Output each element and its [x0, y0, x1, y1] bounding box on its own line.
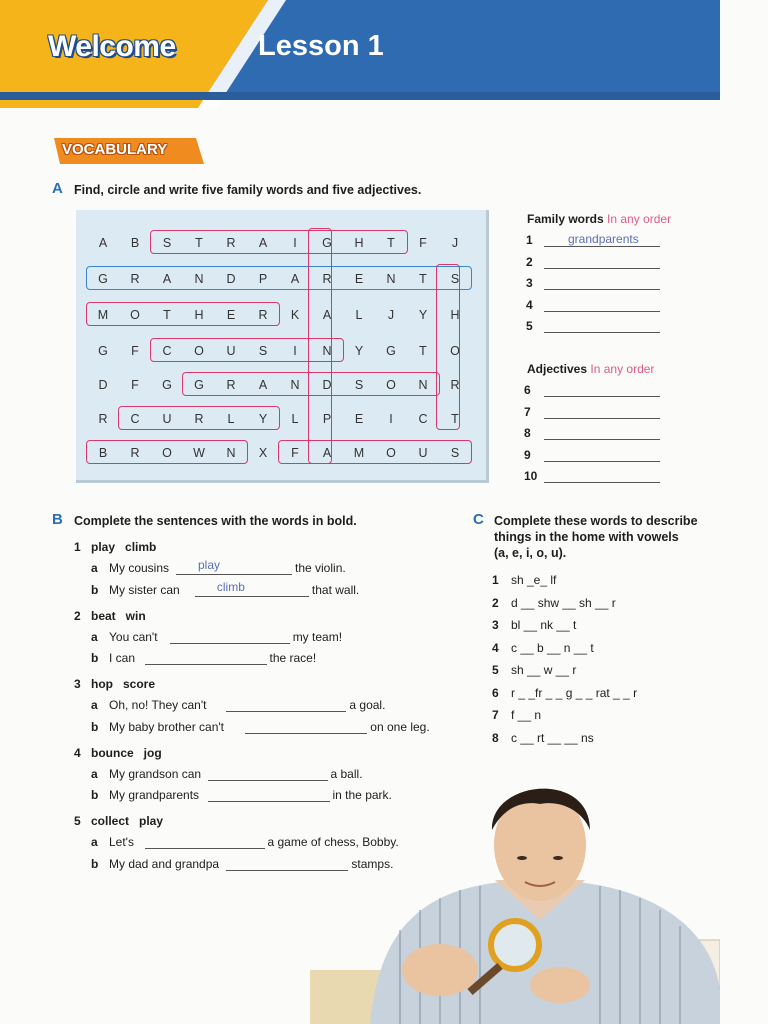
grid-letter: H — [450, 308, 460, 322]
exercise-c-instruction-1: Complete these words to describe — [494, 514, 698, 528]
exercise-b-answer-line[interactable] — [145, 664, 267, 665]
exercise-b-item-letter: b — [91, 582, 99, 597]
grid-letter: P — [322, 412, 332, 426]
grid-letter: R — [322, 272, 332, 286]
exercise-b-answer: climb — [216, 579, 245, 594]
exercise-b-answer-line[interactable] — [176, 574, 292, 575]
grid-letter: U — [226, 344, 236, 358]
exercise-b-sentence-start: My sister can — [109, 582, 180, 597]
grid-letter: R — [130, 272, 140, 286]
grid-letter: S — [450, 272, 460, 286]
grid-letter: A — [258, 236, 268, 250]
grid-letter: O — [130, 308, 140, 322]
exercise-b-sentence-start: Oh, no! They can't — [109, 698, 207, 712]
exercise-b-sentence-end: the violin. — [295, 561, 346, 575]
exercise-b-sentence-start: My baby brother can't — [109, 719, 225, 734]
exercise-b-sentence-start: I can — [109, 651, 136, 665]
welcome-title: Welcome — [48, 30, 176, 63]
exercise-b-sentence-end: a ball. — [330, 766, 363, 781]
family-number: 1 — [526, 233, 533, 247]
exercise-c-number: 7 — [492, 708, 499, 722]
exercise-b-answer-line[interactable] — [245, 733, 367, 734]
grid-letter: I — [293, 344, 297, 358]
grid-letter: A — [322, 446, 332, 460]
grid-letter: C — [162, 344, 172, 358]
family-words-title — [527, 212, 671, 226]
grid-letter: C — [418, 412, 428, 426]
word-circle — [86, 266, 472, 290]
grid-letter: W — [193, 446, 205, 460]
exercise-c-number: 3 — [492, 618, 499, 632]
exercise-b-sentence-end: in the park. — [332, 788, 392, 802]
family-answer-line[interactable] — [544, 268, 660, 269]
exercise-b-item-letter: b — [91, 719, 99, 734]
exercise-b-sentence-end: the race! — [269, 651, 317, 665]
exercise-b-item-letter: b — [91, 651, 99, 665]
grid-letter: A — [322, 308, 332, 322]
grid-letter: F — [131, 378, 139, 392]
man-with-magnifier-illustration — [310, 770, 720, 1024]
grid-letter: K — [290, 308, 300, 322]
grid-letter: N — [226, 446, 236, 460]
grid-letter: T — [419, 272, 427, 286]
exercise-c-letter: C — [473, 511, 484, 528]
exercise-b-group-number: 2 — [74, 608, 81, 623]
word-circle — [308, 228, 332, 464]
lesson-title: Lesson 1 — [258, 30, 384, 62]
grid-letter: A — [98, 236, 108, 250]
grid-letter: B — [130, 236, 140, 250]
exercise-c-instruction-3: (a, e, i, o, u). — [494, 546, 567, 560]
exercise-c-word[interactable]: bl __ nk __ t — [511, 618, 577, 632]
grid-letter: R — [226, 236, 236, 250]
family-words-note: In any order — [607, 212, 672, 226]
exercise-b-answer-line[interactable] — [170, 643, 290, 644]
grid-letter: T — [195, 236, 203, 250]
grid-letter: H — [194, 308, 204, 322]
exercise-b-item-letter: a — [91, 766, 98, 781]
grid-letter: F — [419, 236, 427, 250]
grid-letter: A — [258, 378, 268, 392]
exercise-b-item-letter: b — [91, 788, 99, 802]
exercise-b-group-words: beat win — [91, 608, 146, 623]
grid-letter: G — [98, 344, 108, 358]
family-answer-line[interactable] — [544, 246, 660, 247]
grid-letter: G — [162, 378, 172, 392]
grid-letter: L — [355, 308, 363, 322]
adjective-number: 8 — [524, 426, 531, 440]
exercise-c-word[interactable]: c __ b __ n __ t — [511, 640, 594, 655]
grid-letter: J — [451, 236, 459, 250]
adjective-answer-line[interactable] — [544, 439, 660, 440]
exercise-c-number: 8 — [492, 730, 499, 745]
exercise-b-item-letter: b — [91, 856, 99, 871]
exercise-b-sentence-start: My grandparents — [109, 788, 200, 802]
exercise-b-answer: play — [198, 558, 221, 572]
grid-letter: E — [354, 412, 364, 426]
grid-letter: A — [162, 272, 172, 286]
family-number: 2 — [526, 254, 533, 269]
grid-letter: I — [389, 412, 393, 426]
exercise-b-sentence-end: that wall. — [311, 582, 360, 597]
family-words-label: Family words — [527, 212, 604, 226]
grid-letter: G — [322, 236, 332, 250]
family-number: 4 — [526, 297, 533, 312]
grid-letter: U — [418, 446, 428, 460]
word-circle — [436, 264, 460, 430]
adjectives-label: Adjectives — [527, 362, 588, 376]
word-circle — [150, 230, 408, 254]
grid-letter: T — [387, 236, 395, 250]
exercise-b-item-letter: a — [91, 561, 98, 575]
grid-letter: E — [354, 272, 364, 286]
grid-letter: T — [163, 308, 171, 322]
grid-letter: J — [387, 308, 395, 322]
grid-letter: G — [194, 378, 204, 392]
adjective-number: 6 — [524, 383, 531, 397]
vocabulary-badge — [54, 136, 204, 166]
exercise-c-word[interactable]: f __ n — [511, 708, 542, 722]
exercise-b-group-words: collect play — [91, 814, 164, 828]
family-answer-line[interactable] — [544, 289, 660, 290]
exercise-c-number: 4 — [492, 640, 499, 655]
adjective-answer-line[interactable] — [544, 396, 660, 397]
grid-letter: N — [290, 378, 300, 392]
grid-letter: R — [450, 378, 460, 392]
exercise-c-number: 6 — [492, 685, 499, 700]
adjective-answer-line[interactable] — [544, 418, 660, 419]
grid-letter: H — [354, 236, 364, 250]
grid-letter: R — [130, 446, 140, 460]
exercise-b-sentence-start: My cousins — [109, 561, 170, 575]
grid-letter: M — [97, 308, 109, 322]
exercise-b-instruction: Complete the sentences with the words in bold. — [74, 514, 357, 528]
exercise-b-sentence-start: Let's — [109, 835, 134, 849]
grid-letter: U — [162, 412, 172, 426]
exercise-c-word[interactable]: c __ rt __ __ ns — [511, 730, 594, 745]
word-circle — [118, 406, 280, 430]
grid-letter: O — [162, 446, 172, 460]
grid-letter: B — [98, 446, 108, 460]
exercise-c-number: 5 — [492, 663, 499, 677]
grid-letter: R — [194, 412, 204, 426]
wordsearch-grid — [76, 210, 489, 483]
grid-letter: L — [291, 412, 299, 426]
grid-letter: O — [194, 344, 204, 358]
exercise-a-letter: A — [52, 180, 63, 197]
exercise-b-group-words: play climb — [91, 540, 157, 554]
vocabulary-label: VOCABULARY — [62, 141, 168, 158]
family-answer: grandparents — [568, 232, 639, 246]
word-circle — [86, 440, 248, 464]
grid-letter: R — [98, 412, 108, 426]
adjective-number: 7 — [524, 404, 531, 419]
grid-letter: O — [386, 378, 396, 392]
grid-letter: L — [227, 412, 235, 426]
adjective-number: 9 — [524, 447, 531, 462]
grid-letter: S — [162, 236, 172, 250]
exercise-c-word[interactable]: sh _e_ lf — [511, 573, 557, 587]
grid-letter: A — [290, 272, 300, 286]
grid-letter: P — [258, 272, 268, 286]
grid-letter: Y — [258, 412, 268, 426]
grid-letter: N — [418, 378, 428, 392]
grid-letter: N — [386, 272, 396, 286]
exercise-b-letter: B — [52, 511, 63, 528]
exercise-b-answer-line[interactable] — [195, 596, 309, 597]
exercise-c-word[interactable]: sh __ w __ r — [511, 663, 577, 677]
grid-letter: S — [354, 378, 364, 392]
exercise-b-answer-line[interactable] — [145, 848, 265, 849]
adjectives-note: In any order — [590, 362, 655, 376]
grid-letter: S — [450, 446, 460, 460]
exercise-b-sentence-start: My dad and grandpa — [109, 856, 220, 871]
grid-letter: D — [98, 378, 108, 392]
grid-letter: R — [258, 308, 268, 322]
grid-letter: F — [131, 344, 139, 358]
grid-letter: O — [386, 446, 396, 460]
grid-letter: N — [322, 344, 332, 358]
exercise-b-group-words: hop score — [91, 677, 156, 691]
family-number: 5 — [526, 319, 533, 333]
grid-letter: I — [293, 236, 297, 250]
family-number: 3 — [526, 276, 533, 290]
grid-letter: Y — [418, 308, 428, 322]
grid-letter: G — [98, 272, 108, 286]
exercise-c-number: 2 — [492, 595, 499, 610]
adjective-answer-line[interactable] — [544, 482, 660, 483]
adjective-number: 10 — [524, 469, 538, 483]
grid-letter: X — [258, 446, 268, 460]
exercise-b-item-letter: a — [91, 835, 98, 849]
exercise-b-group-number: 5 — [74, 814, 81, 828]
grid-letter: N — [194, 272, 204, 286]
grid-letter: S — [258, 344, 268, 358]
exercise-b-item-letter: a — [91, 698, 98, 712]
exercise-b-item-letter: a — [91, 629, 98, 644]
exercise-c-word[interactable]: d __ shw __ sh __ r — [511, 595, 616, 610]
exercise-b-sentence-end: a game of chess, Bobby. — [267, 835, 399, 849]
adjective-answer-line[interactable] — [544, 461, 660, 462]
word-circle — [86, 302, 280, 326]
grid-letter: T — [419, 344, 427, 358]
grid-letter: T — [451, 412, 459, 426]
grid-letter: E — [226, 308, 236, 322]
exercise-c-number: 1 — [492, 573, 499, 587]
grid-letter: M — [353, 446, 365, 460]
exercise-b-sentence-end: on one leg. — [370, 719, 430, 734]
exercise-b-sentence-start: My grandson can — [109, 766, 202, 781]
exercise-b-group-words: bounce jog — [91, 745, 162, 760]
grid-letter: R — [226, 378, 236, 392]
exercise-b-group-number: 1 — [74, 540, 81, 554]
grid-letter: C — [130, 412, 140, 426]
exercise-c-word[interactable]: r _ _fr _ _ g _ _ rat _ _ r — [511, 685, 638, 700]
exercise-b-sentence-end: stamps. — [351, 856, 394, 871]
exercise-c-instruction-2: things in the home with vowels — [494, 530, 679, 544]
grid-letter: F — [291, 446, 299, 460]
grid-letter: O — [450, 344, 460, 358]
family-answer-line[interactable] — [544, 311, 660, 312]
exercise-b-answer-line[interactable] — [226, 711, 346, 712]
grid-letter: G — [386, 344, 396, 358]
exercise-b-group-number: 4 — [74, 745, 81, 760]
family-answer-line[interactable] — [544, 332, 660, 333]
grid-letter: Y — [354, 344, 364, 358]
exercise-b-sentence-end: my team! — [292, 629, 343, 644]
adjectives-title — [527, 362, 654, 376]
exercise-b-sentence-end: a goal. — [349, 698, 386, 712]
exercise-a-instruction: Find, circle and write five family words and five adjectives. — [74, 183, 422, 197]
exercise-b-sentence-start: You can't — [109, 629, 158, 644]
grid-letter: D — [226, 272, 236, 286]
exercise-b-group-number: 3 — [74, 677, 81, 691]
grid-letter: D — [322, 378, 332, 392]
